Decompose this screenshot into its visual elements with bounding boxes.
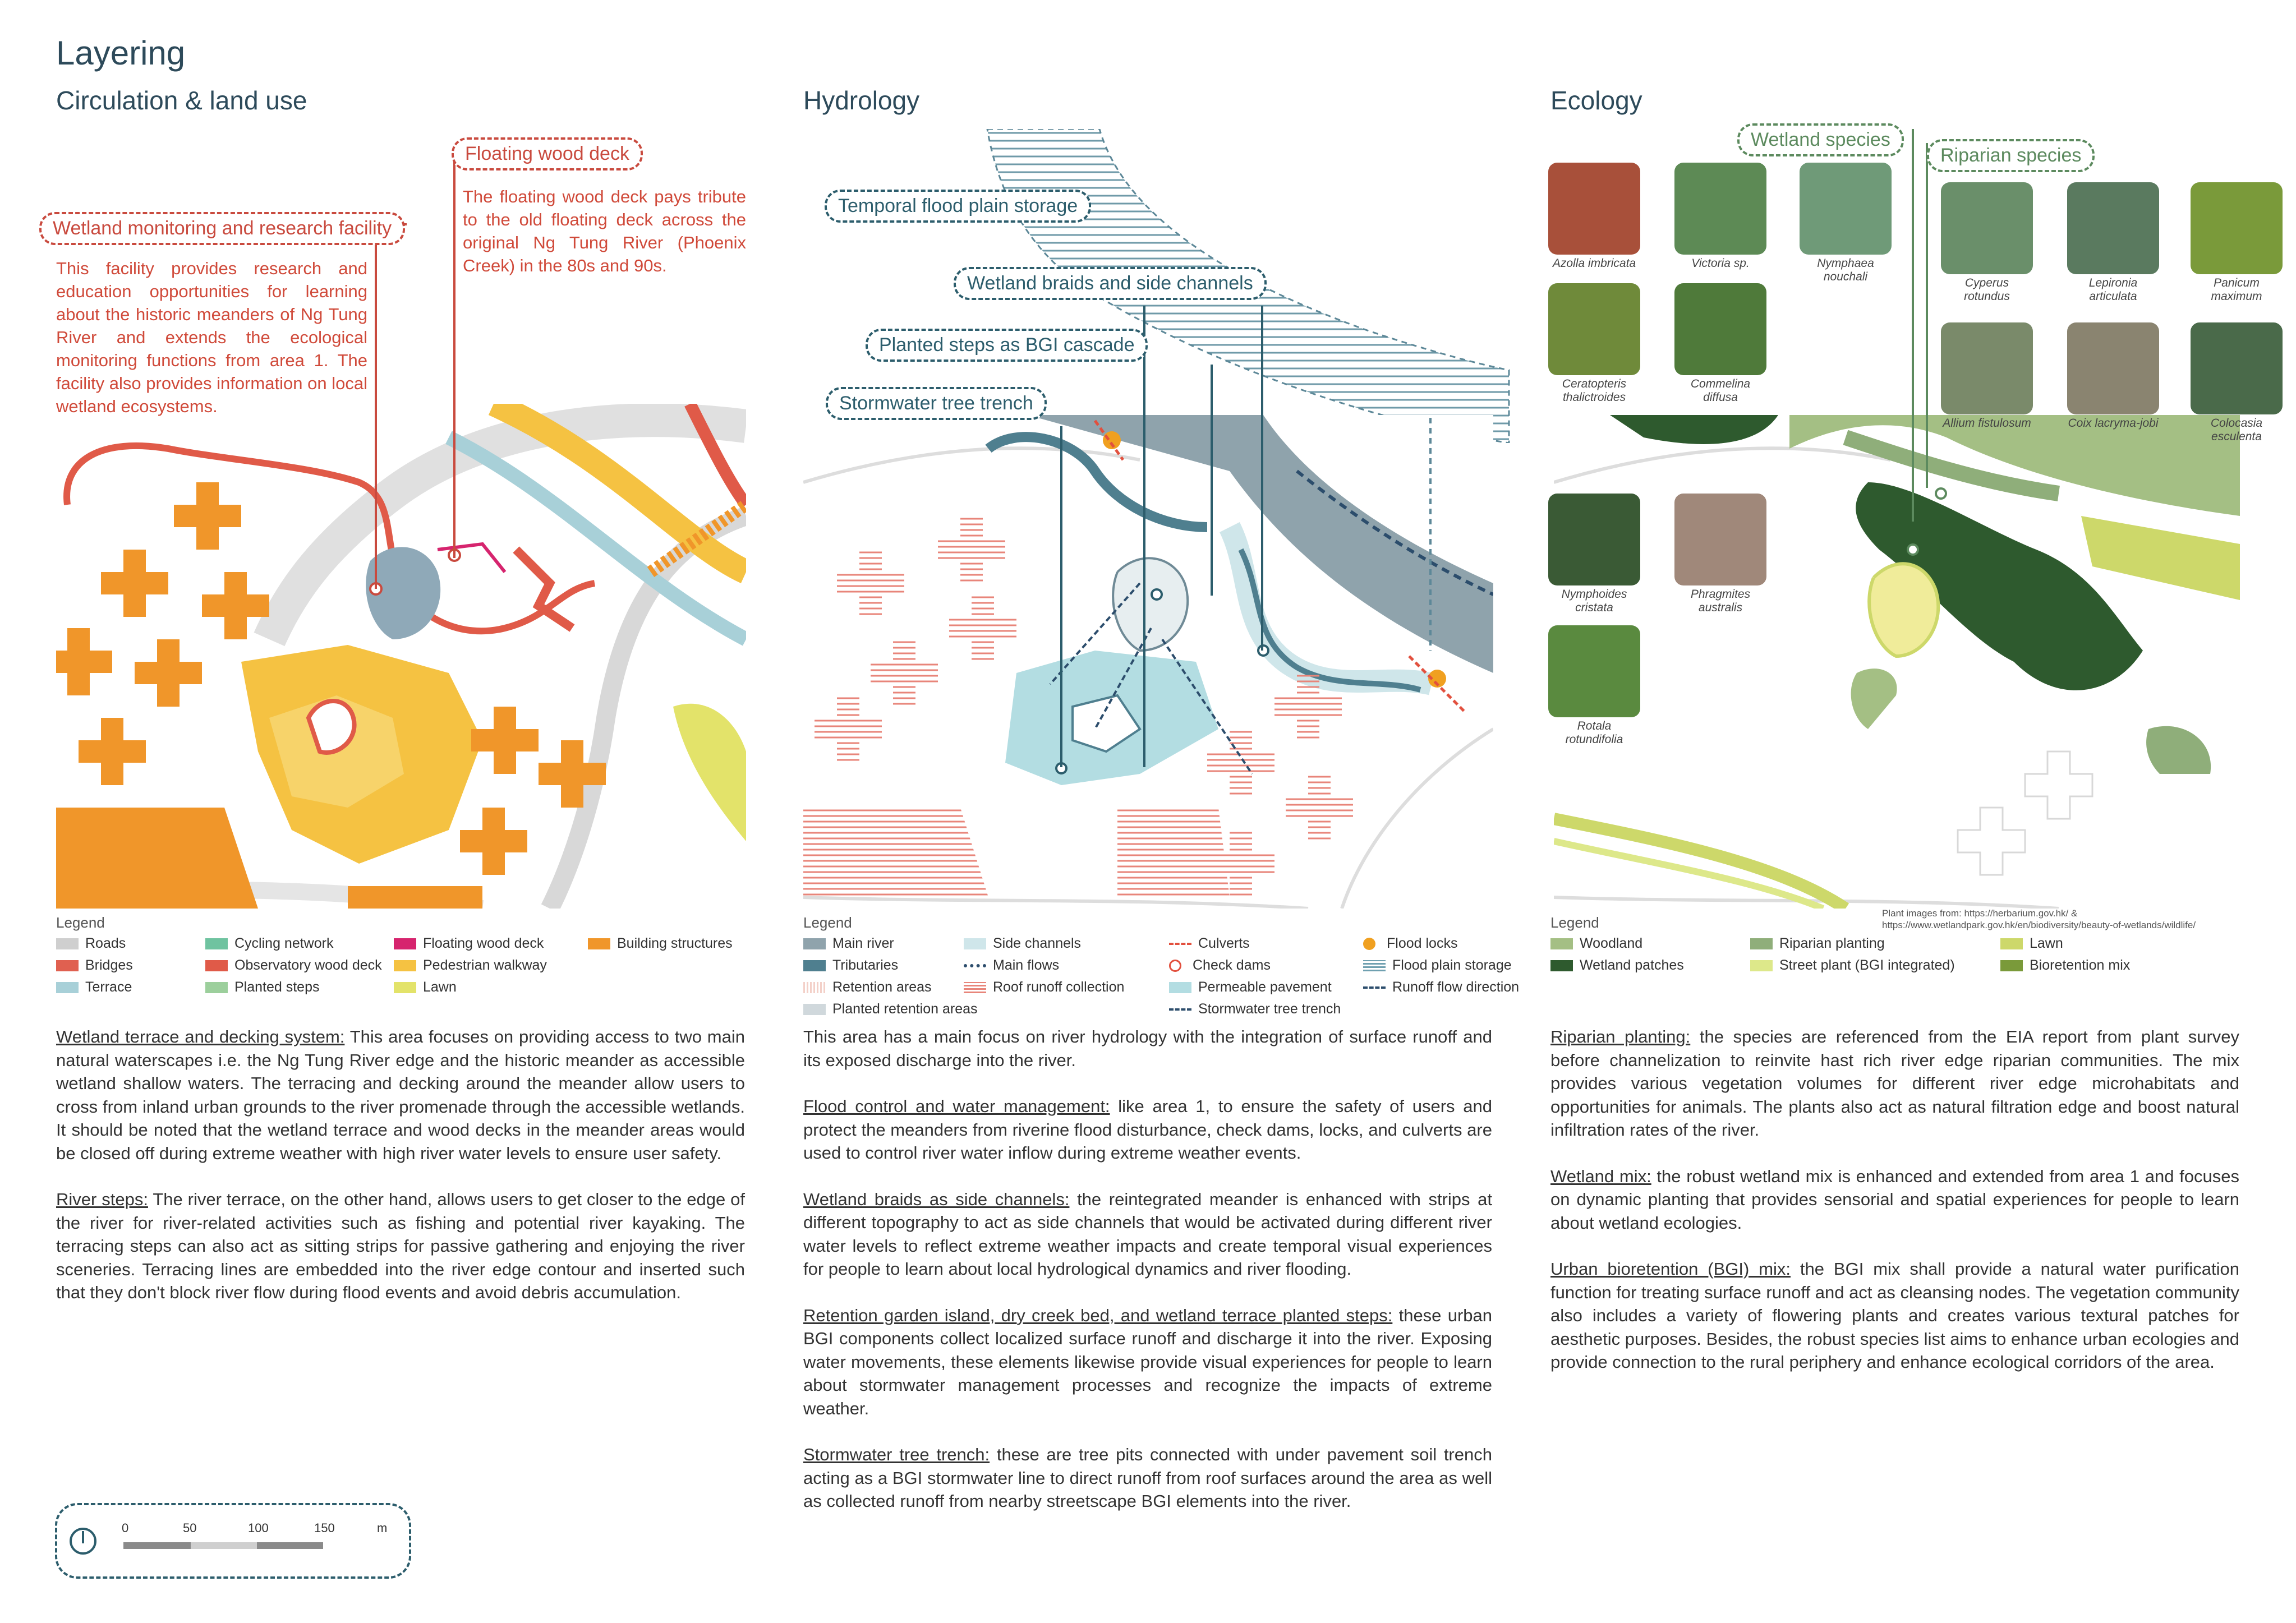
plant-photo [1548,283,1640,375]
scale-unit: m [377,1521,388,1535]
legend-label: Tributaries [832,957,899,973]
legend-item [803,979,949,995]
scale-segment [191,1542,257,1549]
floating-deck-text: The floating wood deck pays tribute to the old floating deck across the original Ng Tung River (Phoenix Creek) in the 80s and 90s. [463,187,746,275]
plant-card [2067,322,2159,430]
plant-photo [1548,625,1640,717]
legend-item [205,979,379,995]
legend-swatch [205,960,228,971]
legend-swatch [2000,960,2023,971]
scale-tick: 50 [183,1521,197,1535]
paragraph-heading: Riparian planting: [1550,1027,1691,1046]
plant-photo [1674,283,1766,375]
planted-steps-callout: Planted steps as BGI cascade [866,329,1148,362]
circulation-legend-title: Legend [56,914,105,931]
plant-photo [2191,182,2283,274]
page-title: Layering [56,34,186,72]
legend-swatch [803,960,826,971]
plant-photo [2067,322,2159,414]
legend-swatch [1750,938,1773,949]
plant-card [1941,322,2033,430]
ecology-title: Ecology [1550,86,1642,115]
paragraph-text: these urban BGI components collect localized surface runoff and discharge it into the river. Exposing water movements, these elements likewise provide visual experiences for people to learn about stormwater management processes and recognize the impacts of extreme weather. [803,1305,1492,1418]
legend-label: Woodland [1580,935,1643,951]
plant-card [1941,182,2033,303]
paragraph [803,1025,1492,1072]
hydrology-title: Hydrology [803,86,920,115]
legend-item [803,957,949,974]
circulation-body [56,1025,745,1327]
plant-card [1548,283,1640,404]
legend-label: Pedestrian walkway [423,957,547,973]
plant-card [1548,494,1640,615]
legend-item [964,935,1154,952]
legend-item [1550,957,1736,974]
plant-caption: Victoria sp. [1691,257,1750,270]
plant-photo [1941,182,2033,274]
plant-caption: Ceratopteris thalictroides [1562,377,1627,404]
legend-swatch [588,938,610,949]
plant-card [1548,625,1640,746]
legend-swatch [205,982,228,993]
legend-item [1550,935,1736,952]
floating-deck-callout: Floating wood deck [452,137,643,170]
legend-label: Street plant (BGI integrated) [1779,957,1955,973]
legend-swatch [1363,986,1386,989]
legend-item [1750,957,1986,974]
legend-item [394,957,573,974]
legend-swatch [205,938,228,949]
legend-item [803,1001,978,1017]
paragraph-text: the reintegrated meander is enhanced with strips at different topography to act as side channels that would be activated during different river water levels to reflect extreme weather impacts and create temporal visual experiences for people to learn about local hydrological dynamics and river flooding. [803,1189,1492,1279]
legend-spacer [964,1001,1154,1017]
legend-item [394,979,573,995]
plant-photo [1800,163,1892,255]
legend-swatch [394,960,416,971]
legend-label: Side channels [993,935,1082,951]
plant-card [2191,182,2283,303]
plant-caption: Nymphaea nouchali [1817,257,1874,283]
plant-card [1800,163,1892,284]
scale-segment [123,1542,191,1549]
plant-caption: Lepironia articulata [2088,276,2138,303]
paragraph [803,1188,1492,1281]
legend-label: Terrace [85,979,132,995]
legend-label: Stormwater tree trench [1198,1001,1341,1017]
paragraph [1550,1165,2239,1235]
north-arrow-icon [70,1528,96,1555]
paragraph [803,1443,1492,1513]
legend-swatch [2000,938,2023,949]
legend-swatch [964,964,986,967]
plant-photo [1548,494,1640,585]
wetland-facility-callout: Wetland monitoring and research facility [39,212,405,245]
legend-item [1169,979,1349,995]
plant-photo [1674,494,1766,585]
legend-swatch [1169,1008,1191,1011]
legend-item [1363,935,1543,952]
legend-item [964,957,1154,974]
legend-swatch [1363,938,1375,950]
plant-card [1674,163,1766,270]
legend-label: Floating wood deck [423,935,544,951]
legend-label: Wetland patches [1580,957,1684,973]
plant-card [2191,322,2283,444]
circulation-title: Circulation & land use [56,86,307,115]
scale-bar [55,1503,411,1579]
legend-swatch [964,982,986,993]
legend-item [1750,935,1986,952]
hydrology-legend [803,935,1543,1017]
paragraph [1550,1257,2239,1374]
plant-caption: Azolla imbricata [1552,257,1636,270]
paragraph-heading: Urban bioretention (BGI) mix: [1550,1259,1791,1279]
legend-label: Planted steps [234,979,320,995]
legend-item [803,935,949,952]
legend-item [588,935,751,952]
scale-tick: 100 [248,1521,269,1535]
legend-label: Retention areas [832,979,932,995]
ecology-legend-title: Legend [1550,914,1599,931]
paragraph-text: the BGI mix shall provide a natural water purification function for treating surface runoff and act as cleansing nodes. The vegetation community also includes a variety of flowering plants and creates various textural patches for aesthetic purposes. Besides, the robust species list aims to enhance urban ecologies and provide connection to the rural periphery and enhance ecological corridors of the area. [1550,1259,2239,1372]
legend-label: Lawn [423,979,457,995]
legend-label: Cycling network [234,935,334,951]
plant-caption: Allium fistulosum [1943,417,2031,430]
paragraph [803,1304,1492,1421]
legend-label: Flood plain storage [1392,957,1512,973]
legend-item [964,979,1154,995]
legend-label: Permeable pavement [1198,979,1332,995]
paragraph-heading: River steps: [56,1189,148,1209]
paragraph-heading: Retention garden island, dry creek bed, and wetland terrace planted steps: [803,1305,1393,1325]
paragraph-text: The river terrace, on the other hand, allows users to get closer to the edge of the river for river-related activities such as fishing and potential river kayaking. The terracing steps can also act as sitting strips for passive gathering and enjoying the river sceneries. Terracing lines are embedded into the river edge contour and inserted such that they don't block river flow during flood events and avoid debris accumulation. [56,1189,745,1302]
legend-swatch [56,982,79,993]
legend-item [2000,957,2169,974]
plant-card [1674,494,1766,615]
plant-caption: Cyperus rotundus [1964,276,2010,303]
plant-image-source: Plant images from: https://herbarium.gov.hk/ & https://www.wetlandpark.gov.hk/en/biodiversity/beauty-of-wetlands/wildlife/ [1882,908,2196,930]
paragraph [56,1188,745,1304]
riparian-species-callout: Riparian species [1927,139,2095,172]
legend-label: Culverts [1198,935,1250,951]
plant-caption: Coix lacryma-jobi [2068,417,2159,430]
plant-caption: Nymphoides cristata [1561,588,1627,614]
scale-segment [257,1542,323,1549]
plant-card [1674,283,1766,404]
hydrology-body [803,1025,1492,1536]
legend-label: Bioretention mix [2030,957,2131,973]
legend-item [205,935,379,952]
legend-swatch [964,938,986,949]
legend-swatch [803,982,826,993]
legend-item [56,935,191,952]
legend-swatch [803,938,826,949]
plant-photo [1548,163,1640,255]
legend-label: Building structures [617,935,733,951]
legend-swatch [394,938,416,949]
legend-item [56,979,191,995]
legend-item [394,935,573,952]
legend-swatch [56,960,79,971]
paragraph [803,1095,1492,1165]
legend-swatch [1550,938,1573,949]
ecology-body [1550,1025,2239,1397]
legend-swatch [394,982,416,993]
plant-photo [1674,163,1766,255]
flood-plain-callout: Temporal flood plain storage [825,190,1091,223]
legend-label: Flood locks [1387,935,1458,951]
paragraph-heading: Wetland terrace and decking system: [56,1027,345,1046]
braids-callout: Wetland braids and side channels [954,267,1267,300]
paragraph-text: the species are referenced from the EIA report from plant survey before channelization to reinvite hast rich river edge riparian communities. The mix provides various vegetation volumes for different river edge microhabitats and opportunities for animals. The plants also act as natural filtration edge and boost natural infiltration rates of the river. [1550,1027,2240,1140]
legend-label: Riparian planting [1779,935,1885,951]
legend-label: Lawn [2030,935,2063,951]
legend-item [1363,979,1543,995]
plant-caption: Colocasia esculenta [2210,417,2263,443]
paragraph-heading: Flood control and water management: [803,1096,1110,1116]
paragraph-text: This area has a main focus on river hydrology with the integration of surface runoff and its exposed discharge into the river. [803,1027,1492,1070]
wetland-species-callout: Wetland species [1737,123,1904,156]
legend-item [2000,935,2169,952]
legend-item [1169,957,1349,974]
legend-swatch [1750,960,1773,971]
legend-label: Bridges [85,957,133,973]
tree-trench-callout: Stormwater tree trench [826,387,1047,420]
scale-tick: 0 [122,1521,129,1535]
legend-swatch [1169,943,1191,945]
paragraph-text: these are tree pits connected with under pavement soil trench acting as a BGI stormwater line to direct runoff from roof surfaces around the area as well as collected runoff from nearby streetscape BGI elements into the river. [803,1445,1492,1511]
plant-photo [1941,322,2033,414]
plant-card [1548,163,1640,270]
paragraph-text: This area focuses on providing access to two main natural waterscapes i.e. the Ng Tung River edge and the historic meander as accessible wetland shallow waters. The terracing and decking around the meander allow users to cross from inland urban grounds to the river promenade through the accessible wetlands. It should be noted that the wetland terrace and wood decks in the meander areas would be closed off during extreme weather with high river water levels to ensure user safety. [56,1027,745,1163]
legend-label: Observatory wood deck [234,957,382,973]
plant-photo [2067,182,2159,274]
paragraph-heading: Wetland mix: [1550,1166,1651,1186]
legend-item [56,957,191,974]
ecology-legend [1550,935,2169,974]
circulation-legend [56,935,751,995]
plant-caption: Phragmites australis [1690,588,1751,614]
paragraph-heading: Wetland braids as side channels: [803,1189,1070,1209]
paragraph-text: the robust wetland mix is enhanced and extended from area 1 and focuses on dynamic planting that provides sensorial and spatial experiences for people to learn about wetland ecologies. [1550,1166,2239,1233]
plant-caption: Panicum maximum [2211,276,2262,303]
legend-label: Main flows [993,957,1060,973]
scale-tick: 150 [314,1521,335,1535]
legend-label: Roads [85,935,126,951]
legend-swatch [56,938,79,949]
legend-label: Roof runoff collection [993,979,1125,995]
plant-card [2067,182,2159,303]
hydrology-legend-title: Legend [803,914,852,931]
legend-item [1169,935,1349,952]
legend-swatch [1550,960,1573,971]
legend-label: Planted retention areas [832,1001,978,1017]
legend-swatch [1363,960,1386,971]
legend-swatch [803,1004,826,1015]
legend-item [1169,1001,1349,1017]
legend-swatch [1169,960,1181,972]
plant-caption: Commelina diffusa [1690,377,1751,404]
paragraph [1550,1025,2239,1142]
paragraph-heading: Stormwater tree trench: [803,1445,990,1464]
legend-swatch [1169,982,1191,993]
wetland-facility-text: This facility provides research and education opportunities for learning about the historic meanders of Ng Tung River and extends the ecological monitoring functions from area 1. The facility also provides information on local wetland ecosystems. [56,259,367,416]
legend-spacer [588,957,751,974]
plant-caption: Rotala rotundifolia [1565,720,1623,746]
legend-label: Main river [832,935,894,951]
legend-item [1363,957,1543,974]
paragraph [56,1025,745,1165]
legend-label: Runoff flow direction [1392,979,1520,995]
plant-photo [2191,322,2283,414]
legend-label: Check dams [1193,957,1271,973]
paragraph-text: like area 1, to ensure the safety of users and protect the meanders from riverine flood disturbance, check dams, locks, and culverts are used to control river water inflow during extreme weather events. [803,1096,1492,1163]
legend-item [205,957,382,974]
